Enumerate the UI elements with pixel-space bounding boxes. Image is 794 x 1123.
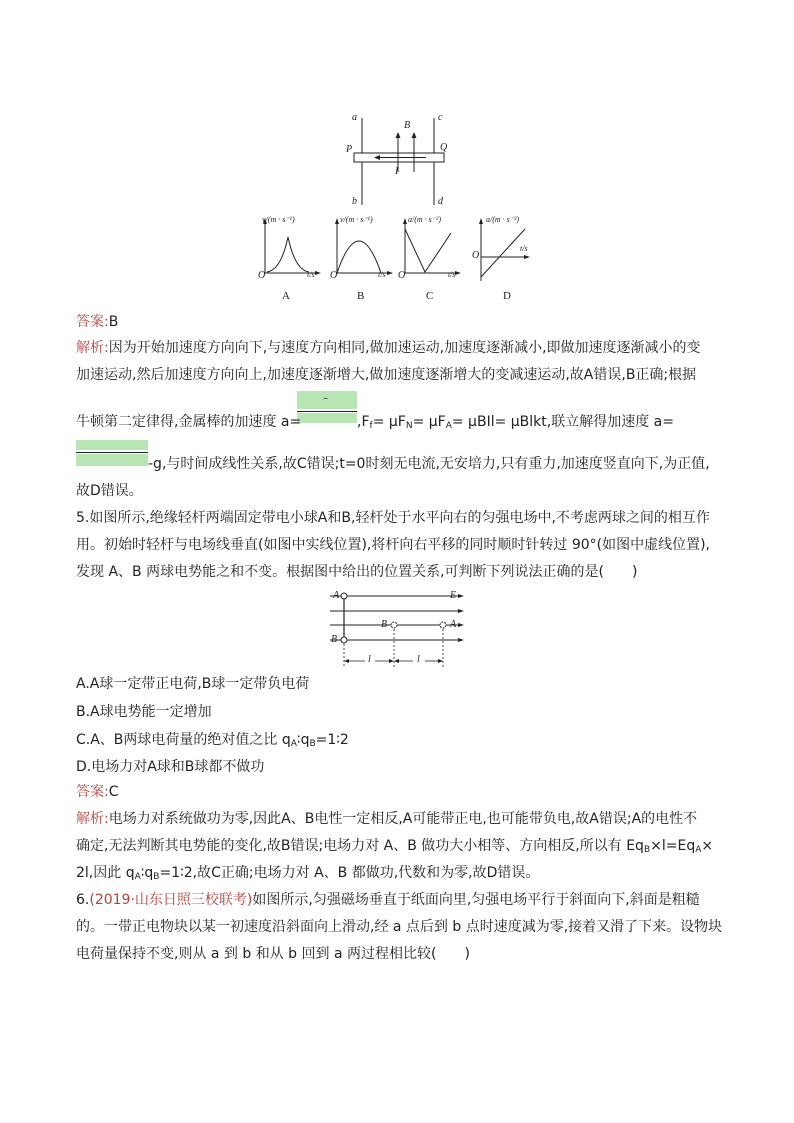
- ball-a-initial-label: A: [333, 590, 340, 601]
- q6-stem-line3: 电荷量保持不变,则从 a 到 b 和从 b 回到 a 两过程相比较( ): [76, 946, 470, 962]
- q5-analysis-line3: [76, 864, 539, 886]
- q6-stem-text1: 如图所示,匀强磁场垂直于纸面向里,匀强电场平行于斜面向下,斜面是粗糙: [252, 892, 700, 908]
- q6-stem-line2: 的。一带正电物块以某一初速度沿斜面向上滑动,经 a 点后到 b 点时速度减为零,接着又滑了下来。设物块: [76, 919, 723, 935]
- graph-options-figure: [255, 215, 535, 290]
- graph-d-ylabel: a/(m · s⁻²): [486, 215, 520, 224]
- q4-l3-fa: = μF: [412, 414, 446, 430]
- q4-answer-label: 答案:: [76, 314, 109, 330]
- fraction2-denominator-placeholder: [76, 454, 148, 466]
- q4-l3-end: = μBIl= μBlkt,联立解得加速度 a=: [451, 414, 674, 430]
- q5-a2-text: 确定,无法判断其电势能的变化,故B错误;电场力对 A、B 做功大小相等、方向相反,所以有 Eq: [76, 838, 644, 854]
- q4-analysis-label: 解析:: [76, 340, 109, 356]
- q5-optc-text3: =1∶2: [315, 732, 349, 748]
- electric-field-figure: [325, 588, 470, 670]
- graph-c-origin: O: [398, 270, 406, 281]
- graph-b: [335, 218, 393, 275]
- q5-option-d: D.电场力对A球和B球都不做功: [76, 759, 265, 775]
- rail-label-b: b: [352, 196, 357, 207]
- q5-analysis-text1: 电场力对系统做功为零,因此A、B电性一定相反,A可能带正电,也可能带负电,故A错误;A的电性不: [108, 811, 698, 827]
- q6-stem-line1: [76, 891, 700, 909]
- rail-label-c: c: [438, 112, 443, 123]
- q4-l3-sub-f: f: [369, 421, 373, 431]
- graph-d-origin: O: [472, 250, 480, 261]
- ball-b-initial-label: B: [331, 634, 338, 645]
- q5-a3-text-c: =1∶2,故C正确;电场力对 A、B 都做功,代数和为零,故D错误。: [159, 865, 540, 881]
- q4-analysis-line2: 加速运动,然后加速度方向向上,加速度逐渐增大,做加速度逐渐增大的变减速运动,故A错误,B正确;根据: [76, 367, 697, 383]
- q5-a3-sub2: B: [153, 872, 160, 882]
- graph-a-caption: A: [282, 290, 290, 302]
- graph-d-caption: D: [503, 290, 511, 302]
- graph-a-xlabel: t/s: [307, 270, 315, 279]
- q4-l3-fn: = μF: [372, 414, 406, 430]
- fraction-bar: [297, 411, 357, 412]
- ball-b-final-label: B: [381, 619, 388, 630]
- q5-analysis-label: 解析:: [76, 811, 109, 827]
- graph-c-xlabel: t/s: [448, 270, 456, 279]
- q5-optc-text2: ∶q: [296, 732, 310, 748]
- q5-a2-text-c: ×: [701, 838, 714, 854]
- q4-l3-sub-a: A: [445, 421, 452, 431]
- graph-c: [403, 218, 461, 275]
- q4-analysis-text1: 因为开始加速度方向向下,与速度方向相同,做加速运动,加速度逐渐减小,即做加速度逐渐减小的变: [108, 340, 701, 356]
- distance-label-l2: l: [417, 654, 420, 665]
- fraction2-numerator-placeholder: [76, 440, 148, 450]
- q5-a2-sub2: A: [695, 845, 702, 855]
- fraction2-bar: [76, 452, 148, 453]
- q6-source: (2019·山东日照三校联考): [89, 892, 253, 908]
- q5-option-c: [76, 731, 349, 753]
- q5-answer: [76, 783, 119, 801]
- field-label-b: B: [404, 120, 411, 131]
- graph-a-origin: O: [258, 270, 266, 281]
- q4-l3-ff: ,F: [357, 414, 370, 430]
- graph-b-origin: O: [330, 270, 338, 281]
- q6-number: 6.: [76, 892, 90, 908]
- q5-a2-text-b: ×l=Eq: [650, 838, 696, 854]
- q5-optc-sub-b: B: [309, 739, 316, 749]
- graph-c-caption: C: [426, 290, 434, 302]
- q5-analysis-line2: [76, 837, 713, 859]
- field-label-e: E: [450, 590, 457, 601]
- q4-l3-sub-n: N: [405, 421, 413, 431]
- q5-a2-sub1: B: [643, 845, 651, 855]
- q5-analysis-line1: [76, 810, 697, 828]
- q5-answer-value: C: [108, 784, 119, 800]
- graph-a: [263, 218, 321, 275]
- q5-a3-text-b: ∶q: [140, 865, 154, 881]
- q4-analysis-line4: -g,与时间成线性关系,故C错误;t=0时刻无电流,无安培力,只有重力,加速度竖直向下,为正值,: [148, 456, 710, 472]
- rail-label-a: a: [352, 112, 357, 123]
- rod-label-q: Q: [440, 142, 448, 153]
- q5-stem-line2: 用。初始时轻杆与电场线垂直(如图中实线位置),将杆向右平移的同时顺时针转过 90°(如图中虚线位置),: [76, 537, 711, 553]
- graph-b-ylabel: v/(m · s⁻¹): [340, 215, 373, 224]
- graph-d-xlabel: t/s: [520, 244, 528, 253]
- ball-a-final-label: A: [450, 619, 457, 630]
- q5-option-a: A.A球一定带正电荷,B球一定带负电荷: [76, 676, 310, 692]
- q5-optc-text1: C.A、B两球电荷量的绝对值之比 q: [76, 732, 291, 748]
- fraction-dash: –: [323, 393, 328, 404]
- q4-analysis-line5: 故D错误。: [76, 483, 143, 499]
- distance-label-l1: l: [368, 654, 371, 665]
- q4-analysis-line3: [76, 413, 301, 431]
- graph-a-ylabel: v/(m · s⁻¹): [262, 215, 295, 224]
- q5-answer-label: 答案:: [76, 784, 109, 800]
- q5-a3-sub1: A: [134, 872, 141, 882]
- graph-c-ylabel: a/(m · s⁻²): [408, 215, 442, 224]
- q5-a3-text: 2l,因此 q: [76, 865, 135, 881]
- rod-label-p: P: [346, 144, 353, 155]
- q4-answer-value: B: [108, 314, 119, 330]
- q5-stem-line3: 发现 A、B 两球电势能之和不变。根据图中给出的位置关系,可判断下列说法正确的是( ): [76, 564, 638, 580]
- q4-analysis-line3-rest: [357, 413, 674, 435]
- graph-b-caption: B: [357, 290, 365, 302]
- rail-rod-figure: [340, 110, 460, 210]
- rail-label-d: d: [438, 196, 443, 207]
- q5-option-b: B.A球电势能一定增加: [76, 704, 212, 720]
- q4-analysis-line1: [76, 339, 701, 357]
- current-label-i: I: [395, 166, 399, 177]
- q5-optc-sub-a: A: [290, 739, 297, 749]
- q4-l3-part1: 牛顿第二定律得,金属棒的加速度 a=: [76, 414, 302, 430]
- q5-stem-line1: 5.如图所示,绝缘轻杆两端固定带电小球A和B,轻杆处于水平向右的匀强电场中,不考虑两球之间的相互作: [76, 510, 710, 526]
- graph-b-xlabel: t/s: [378, 270, 386, 279]
- fraction-denominator-placeholder: [297, 413, 357, 423]
- q4-answer: [76, 313, 118, 331]
